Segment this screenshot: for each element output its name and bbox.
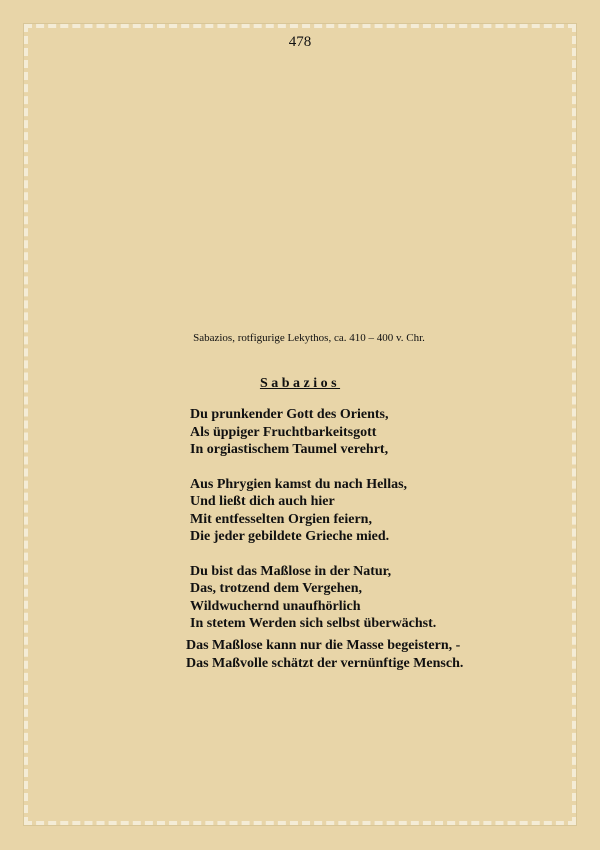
closing-line: Das Maßlose kann nur die Masse begeistern, - (186, 638, 461, 653)
poem-line: Mit entfesselten Orgien feiern, (190, 511, 372, 527)
poem-line: Aus Phrygien kamst du nach Hellas, (190, 476, 408, 492)
poem-line: Die jeder gebildete Grieche mied. (190, 529, 390, 544)
poem-body (190, 406, 436, 650)
poem-line: Wildwuchernd unaufhörlich (190, 598, 361, 614)
poem-line: Du bist das Maßlose in der Natur, (190, 563, 392, 579)
poem-title: Sabazios (259, 376, 341, 391)
poem-line: Als üppiger Fruchtbarkeitsgott (190, 424, 377, 440)
image-caption: Sabazios, rotfigurige Lekythos, ca. 410 – 400 v. Chr. (193, 332, 425, 344)
poem-line: Das, trotzend dem Vergehen, (190, 581, 363, 596)
stanza-2 (190, 476, 436, 546)
poem-line: Und ließt dich auch hier (190, 494, 335, 509)
closing-couplet (186, 637, 463, 672)
page-number: 478 (288, 34, 312, 50)
poem-line: Du prunkender Gott des Orients, (190, 407, 389, 422)
poem-line: In stetem Werden sich selbst überwächst. (190, 616, 437, 631)
closing-line: Das Maßvolle schätzt der vernünftige Mensch. (186, 655, 464, 671)
poem-line: In orgiastischem Taumel verehrt, (190, 442, 389, 457)
stanza-3 (190, 563, 436, 633)
stanza-1 (190, 406, 436, 459)
